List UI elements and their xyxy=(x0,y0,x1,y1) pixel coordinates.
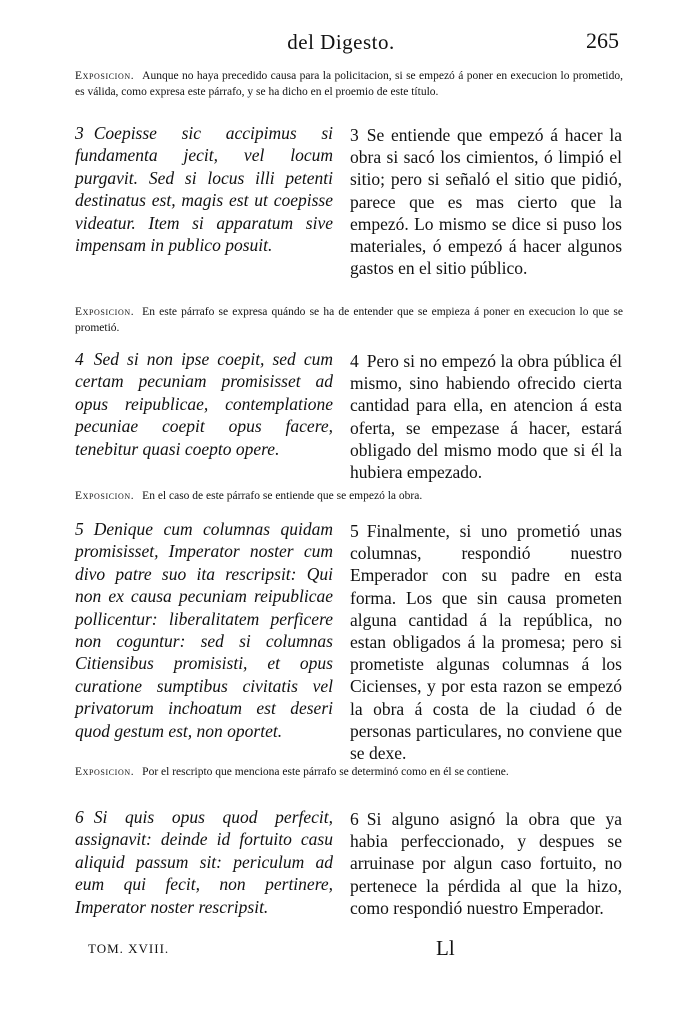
latin-paragraph-4 xyxy=(75,348,333,460)
paragraph-number: 4 xyxy=(75,349,84,369)
paragraph-number: 3 xyxy=(350,125,359,145)
spanish-paragraph-6 xyxy=(350,808,622,919)
latin-paragraph-6 xyxy=(75,806,333,918)
paragraph-number: 6 xyxy=(350,809,359,829)
spanish-paragraph-3 xyxy=(350,124,622,279)
volume-signature: TOM. XVIII. xyxy=(88,941,170,956)
paragraph-number: 6 xyxy=(75,807,84,827)
exposicion-note-4 xyxy=(75,488,623,504)
exposicion-label: Exposicion. xyxy=(75,70,135,82)
paragraph-number: 5 xyxy=(350,521,359,541)
spanish-text: Si alguno asignó la obra que ya habia perfeccionado, y despues se arruinase por algun caso fortuito, no pertenece la pérdida al que la hizo, como respondió nuestro Emperador. xyxy=(350,809,622,918)
exposicion-note-5 xyxy=(75,764,623,780)
exposicion-label: Exposicion. xyxy=(75,306,135,318)
spanish-text: Pero si no empezó la obra pública él mismo, sino habiendo ofrecido cierta cantidad para ella, en atencion á esta oferta, se empezase á hacer, estará obligado del mismo modo que si él la hubiera empezado. xyxy=(350,351,622,483)
exposicion-text: En este párrafo se expresa quándo se ha de entender que se empieza á poner en execucion lo que se prometió. xyxy=(75,306,623,334)
latin-paragraph-5 xyxy=(75,518,333,742)
exposicion-note-1 xyxy=(75,68,623,100)
exposicion-text: En el caso de este párrafo se entiende que se empezó la obra. xyxy=(142,490,423,502)
latin-text: Denique cum columnas quidam promisisset, Imperator noster cum divo patre suo ita rescripsit: Qui non ex causa pecuniam reipublicae pollicentur: liberalitatem perficere non coguntur: sed si columnas Citiensibus promisisti, et opus curatione sumptibus civitatis vel privatorum inchoatum est deseri quod gestum est, non oportet. xyxy=(75,519,333,741)
spanish-text: Finalmente, si uno prometió unas columnas, respondió nuestro Emperador con su padre en esta forma. Los que sin causa prometen alguna cantidad á la república, no estan obligados á la promesa; pero si prometiste algunas columnas á los Cicienses, y por esta razon se empezó la obra á costa de la ciudad ó de personas particulares, no conviene que se dexe. xyxy=(350,521,622,764)
paragraph-number: 5 xyxy=(75,519,84,539)
exposicion-label: Exposicion. xyxy=(75,490,135,502)
spanish-paragraph-5 xyxy=(350,520,622,764)
paragraph-number: 4 xyxy=(350,351,359,371)
exposicion-text: Por el rescripto que menciona este párrafo se determinó como en él se contiene. xyxy=(142,766,509,778)
page-number: 265 xyxy=(586,28,619,53)
spanish-text: Se entiende que empezó á hacer la obra si sacó los cimientos, ó limpió el sitio; pero si señaló el sitio que pidió, parece que es mas cierto que la empezó. Lo mismo se dice si puso los materiales, ó empezó á hacer algunos gastos en el sitio público. xyxy=(350,125,622,279)
latin-paragraph-3 xyxy=(75,122,333,256)
latin-text: Coepisse sic accipimus si fundamenta jecit, vel locum purgavit. Sed si locus illi petenti destinatus est, magis est ut coepisse videatur. Item si apparatum sive impensam in publico posuit. xyxy=(75,123,333,256)
exposicion-label: Exposicion. xyxy=(75,766,135,778)
running-header-title: del Digesto. xyxy=(287,30,395,54)
spanish-paragraph-4 xyxy=(350,350,622,483)
exposicion-text: Aunque no haya precedido causa para la policitacion, si se empezó á poner en execucion lo prometido, es válida, como expresa este párrafo, y se ha dicho en el proemio de este título. xyxy=(75,70,623,98)
latin-text: Si quis opus quod perfecit, assignavit: deinde id fortuito casu aliquid passum sit: periculum ad eum qui fecit, non pertinere, Imperator noster rescripsit. xyxy=(75,807,333,917)
gathering-mark: Ll xyxy=(436,936,455,960)
exposicion-note-3 xyxy=(75,304,623,336)
paragraph-number: 3 xyxy=(75,123,84,143)
latin-text: Sed si non ipse coepit, sed cum certam pecuniam promisisset ad opus reipublicae, contemplatione pecuniae coepit opus facere, tenebitur quasi coepto opere. xyxy=(75,349,333,459)
